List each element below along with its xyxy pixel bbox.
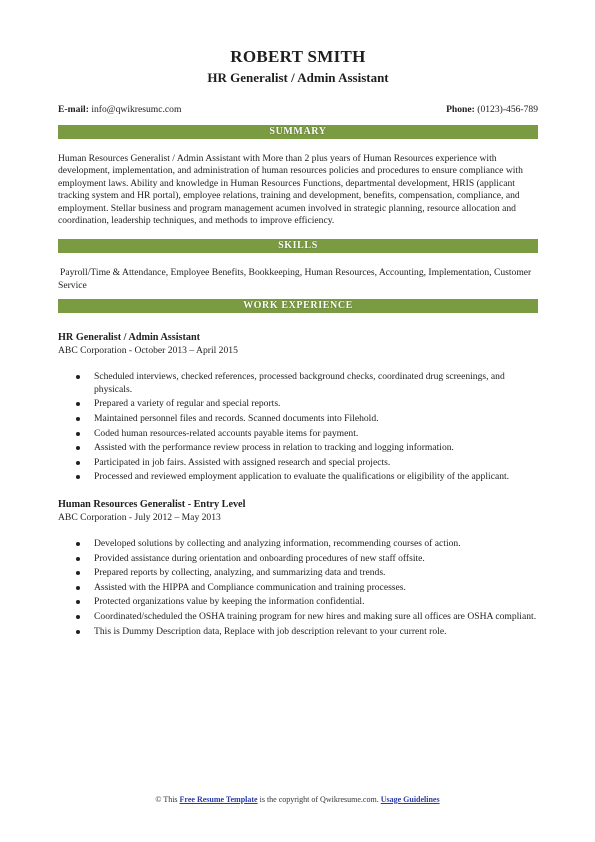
email-block	[58, 104, 181, 116]
bullet-text: Assisted with the HIPPA and Compliance communication and training processes.	[94, 581, 406, 593]
work-experience-heading: WORK EXPERIENCE	[58, 299, 538, 313]
bullet-text: Assisted with the performance review process in relation to tracking and logging information.	[94, 442, 454, 454]
bullet-icon	[76, 542, 80, 546]
bullet-text: Maintained personnel files and records. Scanned documents into Filehold.	[94, 413, 379, 425]
bullet-icon	[76, 446, 80, 450]
list-item	[58, 428, 538, 441]
bullet-text: Coordinated/scheduled the OSHA training program for new hires and making sure all offices are OSHA compliant.	[94, 610, 537, 622]
job-bullets	[58, 371, 538, 484]
list-item	[58, 371, 538, 396]
job-entry	[58, 331, 538, 484]
job-company-dates: ABC Corporation - July 2012 – May 2013	[58, 512, 221, 523]
bullet-text: Scheduled interviews, checked references, processed background checks, coordinated drug screenings, and physicals.	[94, 371, 505, 395]
list-item	[58, 457, 538, 470]
bullet-icon	[76, 630, 80, 634]
bullet-text: Developed solutions by collecting and analyzing information, recommending courses of action.	[94, 538, 461, 549]
footer	[0, 795, 595, 805]
email-label: E-mail:	[58, 104, 89, 115]
job-title: HR Generalist / Admin Assistant	[58, 332, 201, 344]
bullet-icon	[76, 557, 80, 561]
job-entry	[58, 498, 538, 638]
bullet-icon	[76, 475, 80, 479]
free-resume-template-link[interactable]: Free Resume Template	[179, 795, 258, 804]
list-item	[58, 596, 538, 609]
list-item	[58, 567, 538, 580]
bullet-text: Prepared a variety of regular and special reports.	[94, 398, 281, 410]
candidate-title: HR Generalist / Admin Assistant	[207, 70, 389, 85]
bullet-text: Protected organizations value by keeping the information confidential.	[94, 596, 365, 608]
contact-row	[58, 104, 538, 116]
bullet-icon	[76, 402, 80, 406]
job-bullets	[58, 538, 538, 638]
usage-guidelines-link[interactable]: Usage Guidelines	[380, 795, 440, 804]
bullet-icon	[76, 571, 80, 575]
list-item	[58, 471, 538, 484]
footer-prefix: © This	[155, 795, 178, 804]
list-item	[58, 413, 538, 426]
bullet-text: Prepared reports by collecting, analyzing, and summarizing data and trends.	[94, 567, 386, 579]
resume-page	[58, 0, 538, 640]
bullet-text: Processed and reviewed employment application to evaluate the qualifications or eligibility of the applicant.	[94, 471, 510, 483]
summary-heading: SUMMARY	[58, 125, 538, 139]
bullet-icon	[76, 615, 80, 619]
list-item	[58, 538, 538, 551]
list-item	[58, 626, 538, 639]
bullet-icon	[76, 432, 80, 436]
bullet-text: Coded human resources-related accounts payable items for payment.	[94, 427, 359, 439]
summary-text: Human Resources Generalist / Admin Assistant with More than 2 plus years of Human Resources experience with development, implementation, and administration of human resources policies and procedures to ensure compliance with employment laws. Ability and knowledge in Human Resources Functions, departmental development, HRIS (applicant tracking system and HR portal), employee relations, training and development, benefits, compensation, compliance, and employment. Stellar business and program management acumen involved in strategic planning, resource allocation and coordination, leadership techniques, and methods to improve efficiency.	[58, 153, 523, 227]
bullet-text: This is Dummy Description data, Replace with job description relevant to your current role.	[94, 625, 447, 637]
list-item	[58, 582, 538, 595]
bullet-text: Provided assistance during orientation and onboarding procedures of new staff offsite.	[94, 552, 425, 564]
job-company-dates: ABC Corporation - October 2013 – April 2015	[58, 345, 238, 357]
bullet-icon	[76, 600, 80, 604]
bullet-icon	[76, 586, 80, 590]
job-title: Human Resources Generalist - Entry Level	[58, 499, 246, 510]
bullet-icon	[76, 417, 80, 421]
footer-middle: is the copyright of Qwikresume.com.	[259, 795, 379, 804]
bullet-icon	[76, 375, 80, 379]
list-item	[58, 553, 538, 566]
candidate-name: ROBERT SMITH	[230, 47, 366, 66]
bullet-text: Participated in job fairs. Assisted with assigned research and special projects.	[94, 456, 391, 468]
bullet-icon	[76, 461, 80, 465]
list-item	[58, 398, 538, 411]
skills-heading: SKILLS	[58, 239, 538, 253]
jobs-list	[58, 331, 538, 638]
email-value[interactable]: info@qwikresumc.com	[91, 104, 182, 115]
skills-text: Payroll/Time & Attendance, Employee Benefits, Bookkeeping, Human Resources, Accounting, Implementation, Customer Service	[58, 267, 532, 291]
phone-value: (0123)-456-789	[477, 104, 538, 115]
phone-block	[446, 104, 538, 116]
list-item	[58, 442, 538, 455]
phone-label: Phone:	[446, 104, 475, 115]
list-item	[58, 611, 538, 624]
